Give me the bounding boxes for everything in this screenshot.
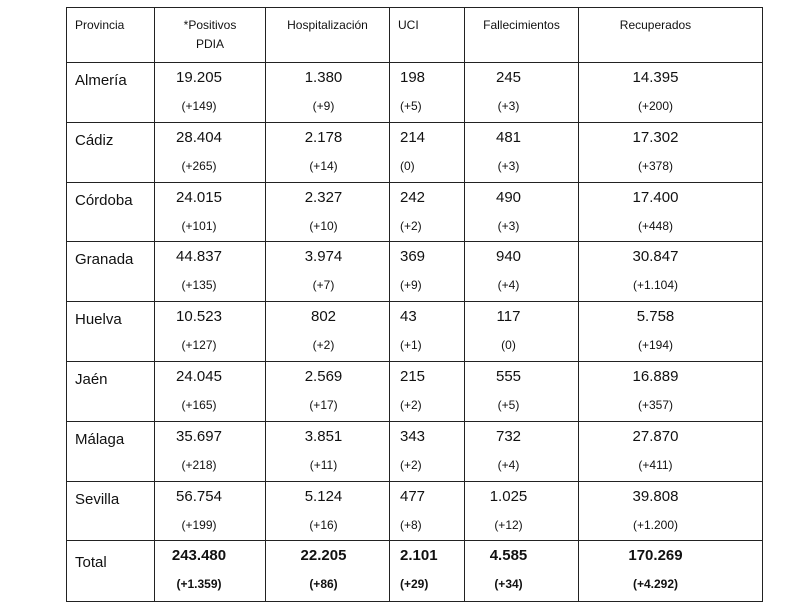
cell-delta: (+3) — [497, 158, 520, 173]
cell-positivos — [155, 182, 266, 242]
province-name: Sevilla — [67, 481, 155, 541]
cell-hospitalizacion — [266, 541, 390, 602]
cell-positivos — [155, 361, 266, 421]
cell-uci — [390, 122, 465, 182]
cell-value: 4.585 — [489, 547, 528, 565]
cell-delta: (+199) — [181, 517, 217, 532]
cell-delta: (+2) — [400, 457, 422, 472]
cell-delta: (+194) — [637, 338, 674, 353]
cell-uci — [390, 182, 465, 242]
cell-fallecimientos — [465, 182, 579, 242]
cell-value: 28.404 — [176, 128, 222, 146]
cell-recuperados — [579, 122, 763, 182]
cell-fallecimientos — [465, 302, 579, 362]
table-row — [67, 182, 763, 242]
cell-delta: (+8) — [400, 517, 422, 532]
cell-delta: (0) — [501, 338, 516, 353]
province-name: Málaga — [67, 421, 155, 481]
cell-value: 3.974 — [304, 248, 343, 266]
cell-value: 245 — [495, 69, 522, 86]
cell-value: 2.178 — [304, 128, 343, 146]
cell-recuperados — [579, 481, 763, 541]
cell-delta: (+14) — [309, 158, 338, 173]
cell-delta: (+265) — [181, 158, 217, 173]
cell-delta: (+29) — [400, 577, 429, 592]
cell-fallecimientos — [465, 63, 579, 123]
cell-delta: (+3) — [497, 99, 520, 113]
cell-recuperados — [579, 182, 763, 242]
cell-value: 43 — [400, 308, 417, 326]
cell-delta: (+34) — [494, 577, 523, 592]
cell-uci — [390, 242, 465, 302]
cell-value: 27.870 — [632, 427, 679, 445]
header-provincia: Provincia — [67, 8, 155, 63]
header-uci: UCI — [390, 8, 465, 63]
total-row — [67, 541, 763, 602]
cell-value: 243.480 — [171, 547, 227, 565]
cell-hospitalizacion — [266, 122, 390, 182]
header-positivos: *Positivos PDIA — [155, 8, 266, 63]
cell-value: 2.569 — [304, 367, 343, 385]
cell-value: 555 — [495, 367, 522, 385]
header-hospitalizacion: Hospitalización — [266, 8, 390, 63]
cell-value: 30.847 — [632, 248, 679, 266]
cell-uci — [390, 302, 465, 362]
cell-positivos — [155, 242, 266, 302]
cell-value: 22.205 — [300, 547, 347, 565]
cell-value: 170.269 — [628, 547, 683, 565]
cell-positivos — [155, 122, 266, 182]
cell-fallecimientos — [465, 361, 579, 421]
cell-recuperados — [579, 242, 763, 302]
cell-delta: (+1.104) — [632, 278, 679, 293]
cell-fallecimientos — [465, 421, 579, 481]
cell-delta: (+127) — [181, 338, 217, 353]
province-name: Cádiz — [67, 122, 155, 182]
cell-value: 35.697 — [176, 427, 222, 445]
province-name: Granada — [67, 242, 155, 302]
cell-hospitalizacion — [266, 481, 390, 541]
cell-value: 39.808 — [632, 487, 679, 505]
cell-delta: (+1) — [400, 338, 422, 353]
cell-delta: (+3) — [497, 218, 520, 233]
cell-uci — [390, 361, 465, 421]
cell-value: 24.045 — [176, 367, 222, 385]
cell-delta: (+378) — [637, 158, 674, 173]
cell-uci — [390, 63, 465, 123]
cell-recuperados — [579, 63, 763, 123]
cell-delta: (+135) — [181, 278, 217, 293]
cell-delta: (+2) — [400, 397, 422, 412]
header-row — [67, 8, 763, 63]
cell-delta: (+149) — [181, 99, 217, 113]
cell-value: 1.025 — [489, 487, 528, 505]
cell-delta: (+5) — [400, 99, 422, 113]
cell-positivos — [155, 63, 266, 123]
province-name: Total — [67, 541, 155, 602]
header-recuperados: Recuperados — [579, 8, 763, 63]
cell-fallecimientos — [465, 481, 579, 541]
cell-uci — [390, 421, 465, 481]
cell-value: 2.101 — [400, 547, 438, 565]
cell-fallecimientos — [465, 242, 579, 302]
cell-hospitalizacion — [266, 63, 390, 123]
cell-value: 1.380 — [304, 69, 343, 86]
cell-uci — [390, 481, 465, 541]
cell-delta: (+1.359) — [176, 577, 222, 592]
table-row — [67, 242, 763, 302]
cell-delta: (+448) — [637, 218, 674, 233]
cell-delta: (+4.292) — [632, 577, 679, 592]
province-name: Jaén — [67, 361, 155, 421]
cell-delta: (+12) — [494, 517, 523, 532]
cell-delta: (+10) — [309, 218, 338, 233]
cell-delta: (+411) — [638, 457, 673, 472]
cell-delta: (+11) — [309, 457, 338, 472]
cell-recuperados — [579, 302, 763, 362]
table-row — [67, 361, 763, 421]
cell-delta: (+4) — [497, 457, 520, 472]
cell-value: 802 — [310, 308, 337, 326]
cell-positivos — [155, 541, 266, 602]
cell-delta: (+2) — [400, 218, 422, 233]
cell-uci — [390, 541, 465, 602]
cell-value: 369 — [400, 248, 426, 266]
table-row — [67, 481, 763, 541]
cell-value: 5.124 — [304, 487, 343, 505]
cell-value: 214 — [400, 128, 426, 146]
cell-value: 10.523 — [176, 308, 222, 326]
table-row — [67, 63, 763, 123]
cell-value: 2.327 — [304, 188, 343, 206]
cell-value: 940 — [495, 248, 522, 266]
cell-value: 17.302 — [632, 128, 679, 146]
cell-value: 477 — [400, 487, 426, 505]
cell-value: 14.395 — [632, 69, 679, 86]
cell-hospitalizacion — [266, 421, 390, 481]
cell-value: 17.400 — [632, 188, 679, 206]
province-name: Córdoba — [67, 182, 155, 242]
cell-value: 732 — [495, 427, 522, 445]
cell-hospitalizacion — [266, 242, 390, 302]
cell-recuperados — [579, 421, 763, 481]
cell-value: 3.851 — [304, 427, 343, 445]
cell-value: 242 — [400, 188, 426, 206]
cell-delta: (+17) — [309, 397, 338, 412]
cell-value: 343 — [400, 427, 426, 445]
cell-delta: (+86) — [309, 577, 338, 592]
cell-value: 117 — [496, 308, 521, 326]
cell-delta: (0) — [400, 158, 415, 173]
cell-fallecimientos — [465, 122, 579, 182]
cell-value: 24.015 — [176, 188, 222, 206]
cell-value: 44.837 — [176, 248, 222, 266]
cell-hospitalizacion — [266, 361, 390, 421]
cell-delta: (+101) — [181, 218, 217, 233]
cell-value: 198 — [400, 69, 426, 86]
cell-delta: (+1.200) — [632, 517, 679, 532]
cell-delta: (+5) — [497, 397, 520, 412]
cell-delta: (+7) — [312, 278, 335, 293]
cell-value: 215 — [400, 367, 426, 385]
cell-value: 16.889 — [632, 367, 679, 385]
cell-delta: (+4) — [497, 278, 520, 293]
cell-delta: (+9) — [312, 99, 335, 113]
table-row — [67, 302, 763, 362]
cell-value: 19.205 — [176, 69, 222, 86]
cell-delta: (+16) — [309, 517, 338, 532]
cell-positivos — [155, 421, 266, 481]
province-name: Huelva — [67, 302, 155, 362]
cell-value: 490 — [495, 188, 522, 206]
cell-hospitalizacion — [266, 182, 390, 242]
covid-data-table — [66, 7, 763, 602]
cell-positivos — [155, 481, 266, 541]
cell-delta: (+200) — [637, 99, 674, 113]
cell-delta: (+165) — [181, 397, 217, 412]
cell-value: 56.754 — [176, 487, 222, 505]
cell-hospitalizacion — [266, 302, 390, 362]
cell-recuperados — [579, 361, 763, 421]
header-fallecimientos: Fallecimientos — [465, 8, 579, 63]
cell-fallecimientos — [465, 541, 579, 602]
province-name: Almería — [67, 63, 155, 123]
table-row — [67, 122, 763, 182]
cell-recuperados — [579, 541, 763, 602]
table-row — [67, 421, 763, 481]
cell-delta: (+357) — [637, 397, 674, 412]
cell-value: 5.758 — [636, 308, 675, 326]
cell-positivos — [155, 302, 266, 362]
cell-delta: (+9) — [400, 278, 422, 293]
cell-value: 481 — [495, 128, 522, 146]
cell-delta: (+2) — [312, 338, 335, 353]
cell-delta: (+218) — [181, 457, 217, 472]
